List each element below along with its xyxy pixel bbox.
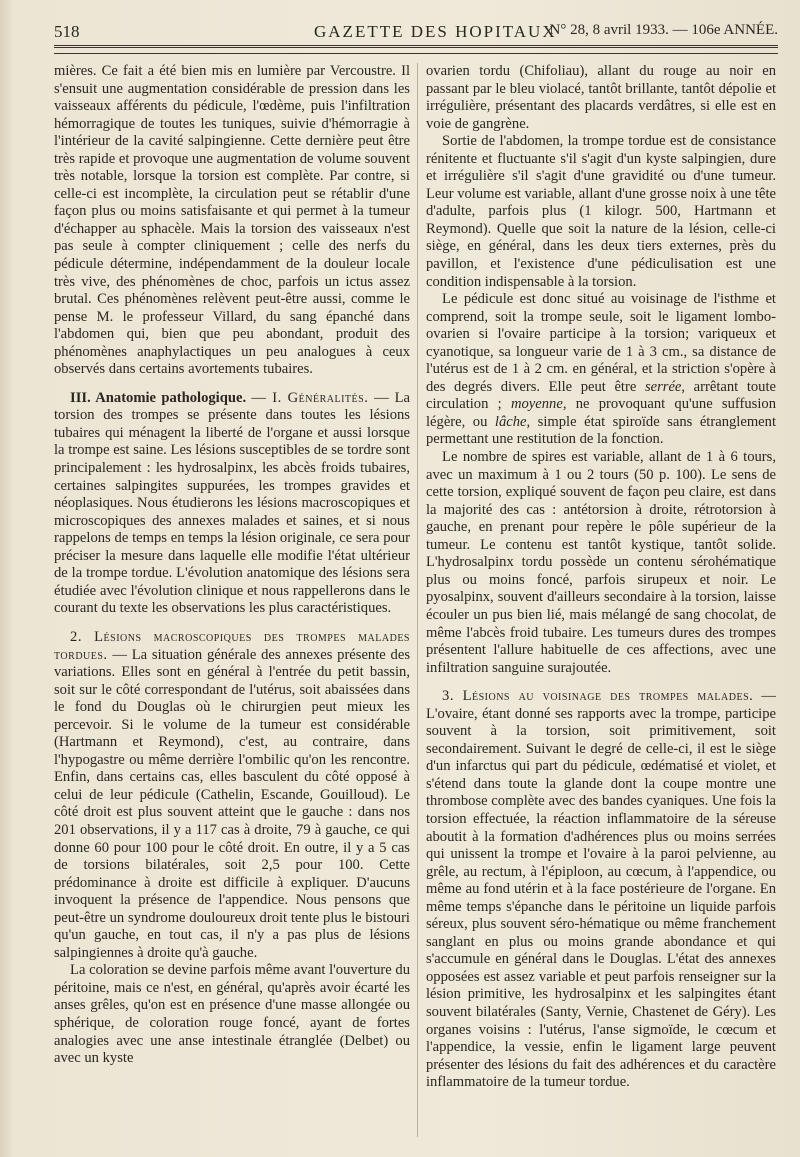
- pedicle-text-c: , ne provoquant qu'une suffusion légère, ou: [426, 396, 776, 430]
- issue-info: N° 28, 8 avril 1933. — 106e ANNÉE.: [549, 22, 778, 38]
- paragraph-consistency: Sortie de l'abdomen, la trompe tordue est de consistance rénitente et fluctuante s'il s'agit d'un kyste salpingien, dure et irrégulière s'il s'agit d'une gravidité ou d'une tumeur. Leur volume est variable, allant d'une grosse noix à une tête d'adulte, parfois plus (1 kilogr. 500, Hartmann et Reymond). Quelle que soit la nature de la lésion, celle-ci siège, en général, dans les deux tiers externes, près du pavillon, et l'existence d'une pédiculisation est une condition indispensable à la torsion.: [426, 133, 776, 290]
- header-double-rule: [54, 45, 778, 48]
- term-moyenne: moyenne: [510, 396, 563, 413]
- term-serree: serrée: [644, 378, 682, 395]
- page-number: 518: [54, 22, 80, 41]
- header-rule: [54, 53, 778, 54]
- right-column: [426, 63, 776, 1139]
- section-anatomy: [54, 390, 410, 618]
- section-neighboring-lesions: [426, 688, 776, 1092]
- section-anatomy-text: La torsion des trompes se présente dans toutes les lésions tubaires qui ménagent la liberté de l'organe et aussi lorsque la trompe est saine. Les lésions susceptibles de se tordre sont principalement : les hydrosalpinx, les abcès froids tubaires, certaines salpingites suppurées, les trompes gravides et néoplasiques. Nous étudierons les lésions macroscopiques et microscopiques des annexes malades et saines, et si nous rappelons de temps en temps la lésion originale, ce sera pour préciser la mesure dans laquelle elle modifie l'état ultérieur de la trompe tordue. L'évolution anatomique des lésions sera étudiée avec l'évolution clinique et nous rappellerons dans le courant du texte les observations les plus caractéristiques.: [54, 389, 410, 617]
- term-lache: lâche: [494, 413, 527, 430]
- pedicle-text-d: , simple état spiroïde sans étranglement permettant une restitution de la fonction.: [426, 413, 776, 448]
- pedicle-text-a: Le pédicule est donc situé au voisinage de l'isthme et comprend, soit la trompe seule, soit le ligament lombo-ovarien si l'ovaire participe à la torsion; variqueux et cyanotique, sa longueur varie de 1 à 3 cm., sa distance de l'utérus est de 1 à 2 cm. en général, et la striction s'opère à des degrés divers. Elle peut être: [426, 291, 776, 395]
- subsection-generalities: — I. Généralités. —: [251, 389, 390, 406]
- paragraph-ovarian-cyst: ovarien tordu (Chifoliau), allant du rouge au noir en passant par le bleu violacé, tantôt brillante, tantôt dépolie et irrégulière, présentant des placards verdâtres, si elle est en voie de gangrène.: [426, 63, 776, 132]
- section-macroscopic-lesions: [54, 629, 410, 962]
- paragraph-spires: Le nombre de spires est variable, allant de 1 à 6 tours, avec un maximum à 1 ou 2 tours (50 p. 100). Le sens de cette torsion, expliqué souvent de façon peu claire, est dans la majorité des cas : antétorsion à droite, rétrotorsion à gauche, en prenant pour repère le pôle supérieur de la tumeur. Le contenu est tantôt kystique, tantôt solide. L'hydrosalpinx tordu possède un contenu sérohématique plus ou moins foncé, parfois sirupeux et noir. Le pyosalpinx, souvent d'ailleurs secondaire à la torsion, laisse écouler un pus bien lié, mais mélangé de sang chocolat, de même l'abcès froid tubaire. Les tumeurs dures des trompes présentent l'allure habituelle de ces affections, avec une infiltration sanguine surajoutée.: [426, 449, 776, 676]
- section-heading-neighboring: 3. Lésions au voisinage des trompes malades.: [442, 688, 754, 705]
- pedicle-text-b: , arrêtant toute circulation ;: [426, 378, 776, 413]
- paragraph-coloration: La coloration se devine parfois même avant l'ouverture du péritoine, mais ce n'est, en général, qu'après avoir écarté les anses grêles, qu'on est en présence d'une masse allongée ou sphérique, de coloration rouge foncé, ayant de fortes analogies avec une anse intestinale étranglée (Delbet) ou avec un kyste: [54, 962, 410, 1067]
- section-heading-anatomy: III. Anatomie pathologique.: [70, 389, 247, 406]
- paragraph-torsion-effects: mières. Ce fait a été bien mis en lumière par Vercoustre. Il s'ensuit une augmentation considérable de pression dans les vaisseaux afférents du pédicule, l'œdème, puis l'infiltration hémorragique de toutes les tuniques, suivie d'hémorragie à l'intérieur de la cavité salpingienne. Cette dernière peut être très rapide et provoque une augmentation de volume souvent très notable, lorsque la torsion est complète. Par contre, si celle-ci est incomplète, la circulation peut se rétablir d'une façon plus ou moins satisfaisante et qui permet à la tumeur d'échapper au sphacèle. Mais la torsion des vaisseaux n'est pas seule à compter cliniquement ; celle des nerfs du pédicule détermine, indépendamment de la douleur locale très vive, des phénomènes de choc, parfois un ictus assez brutal. Ces phénomènes relèvent peut-être aussi, comme le pense M. le professeur Villard, du sang épanché dans l'abdomen qui, bien que peu abondant, produit des phénomènes anaphylactiques un peu analogues à ceux observés dans certains avortements tubaires.: [54, 63, 410, 378]
- left-column: [54, 63, 410, 1139]
- section-neighboring-text: — L'ovaire, étant donné ses rapports avec la trompe, participe souvent à la torsion, soit primitivement, soit secondairement. Suivant le degré de celle-ci, il est le siège d'un infarctus qui part du pédicule, œdématisé et violet, et s'étend dans toute la glande dont la coupe montre une thrombose complète avec des bandes cyaniques. Une fois la torsion effectuée, la réaction inflammatoire de la séreuse aboutit à la formation d'adhérences plus ou moins serrées qui unissent la trompe et l'ovaire à la paroi pelvienne, au grêle, au rectum, à l'épiploon, au cœcum, à l'appendice, ou même au fond utérin et à la face postérieure de l'organe. En même temps s'épanche dans le péritoine un liquide parfois séreux, plus souvent séro-hématique ou même franchement sanglant en plus ou moins grande abondance et qui s'accumule en général dans le Douglas. L'état des annexes opposées est assez variable et peut parfois renseigner sur la lésion primitive, les hydrosalpinx et les salpingites étant souvent bilatérales (Santy, Vernie, Chastenet de Géry). Les organes voisins : l'utérus, l'anse sigmoïde, le cœcum et l'appendice, la vessie, enfin le ligament large peuvent présenter des lésions du fait des adhérences et du caractère inflammatoire de la tumeur tordue.: [426, 688, 776, 1091]
- column-divider: [417, 63, 418, 1137]
- journal-title: GAZETTE DES HOPITAUX: [314, 22, 557, 41]
- paragraph-pedicle: [426, 291, 776, 449]
- section-macroscopic-text: — La situation générale des annexes présente des variations. Elles sont en général à l'entrée du petit bassin, soit sur le côté correspondant de l'utérus, soit abaissées dans le fond du Douglas où le chirurgien peut mieux les percevoir. Si le volume de la tumeur est considérable (Hartmann et Reymond), c'est, au contraire, dans l'hypogastre ou même derrière l'ombilic qu'on les rencontre. Enfin, dans certains cas, elles basculent du côté opposé à celui de leur pédicule (Cathelin, Escande, Gouilloud). Le côté droit est plus souvent atteint que le gauche : dans nos 201 observations, il y a 117 cas à droite, 79 à gauche, ce qui donne 60 pour 100 pour le côté droit. En outre, il y a 5 cas de torsions bilatérales, soit 2,5 pour 100. Cette prédominance à droite est difficile à expliquer. D'aucuns invoquent la présence de l'appendice. Nous pensons que peut-être un syndrome douloureux droit tente plus le bistouri qu'un gauche, en tout cas, il n'y a pas plus de lésions salpingiennes à droite qu'à gauche.: [54, 646, 410, 961]
- section-heading-macroscopic: 2. Lésions macroscopiques des trompes malades tordues.: [54, 628, 410, 663]
- page-header: [54, 18, 778, 48]
